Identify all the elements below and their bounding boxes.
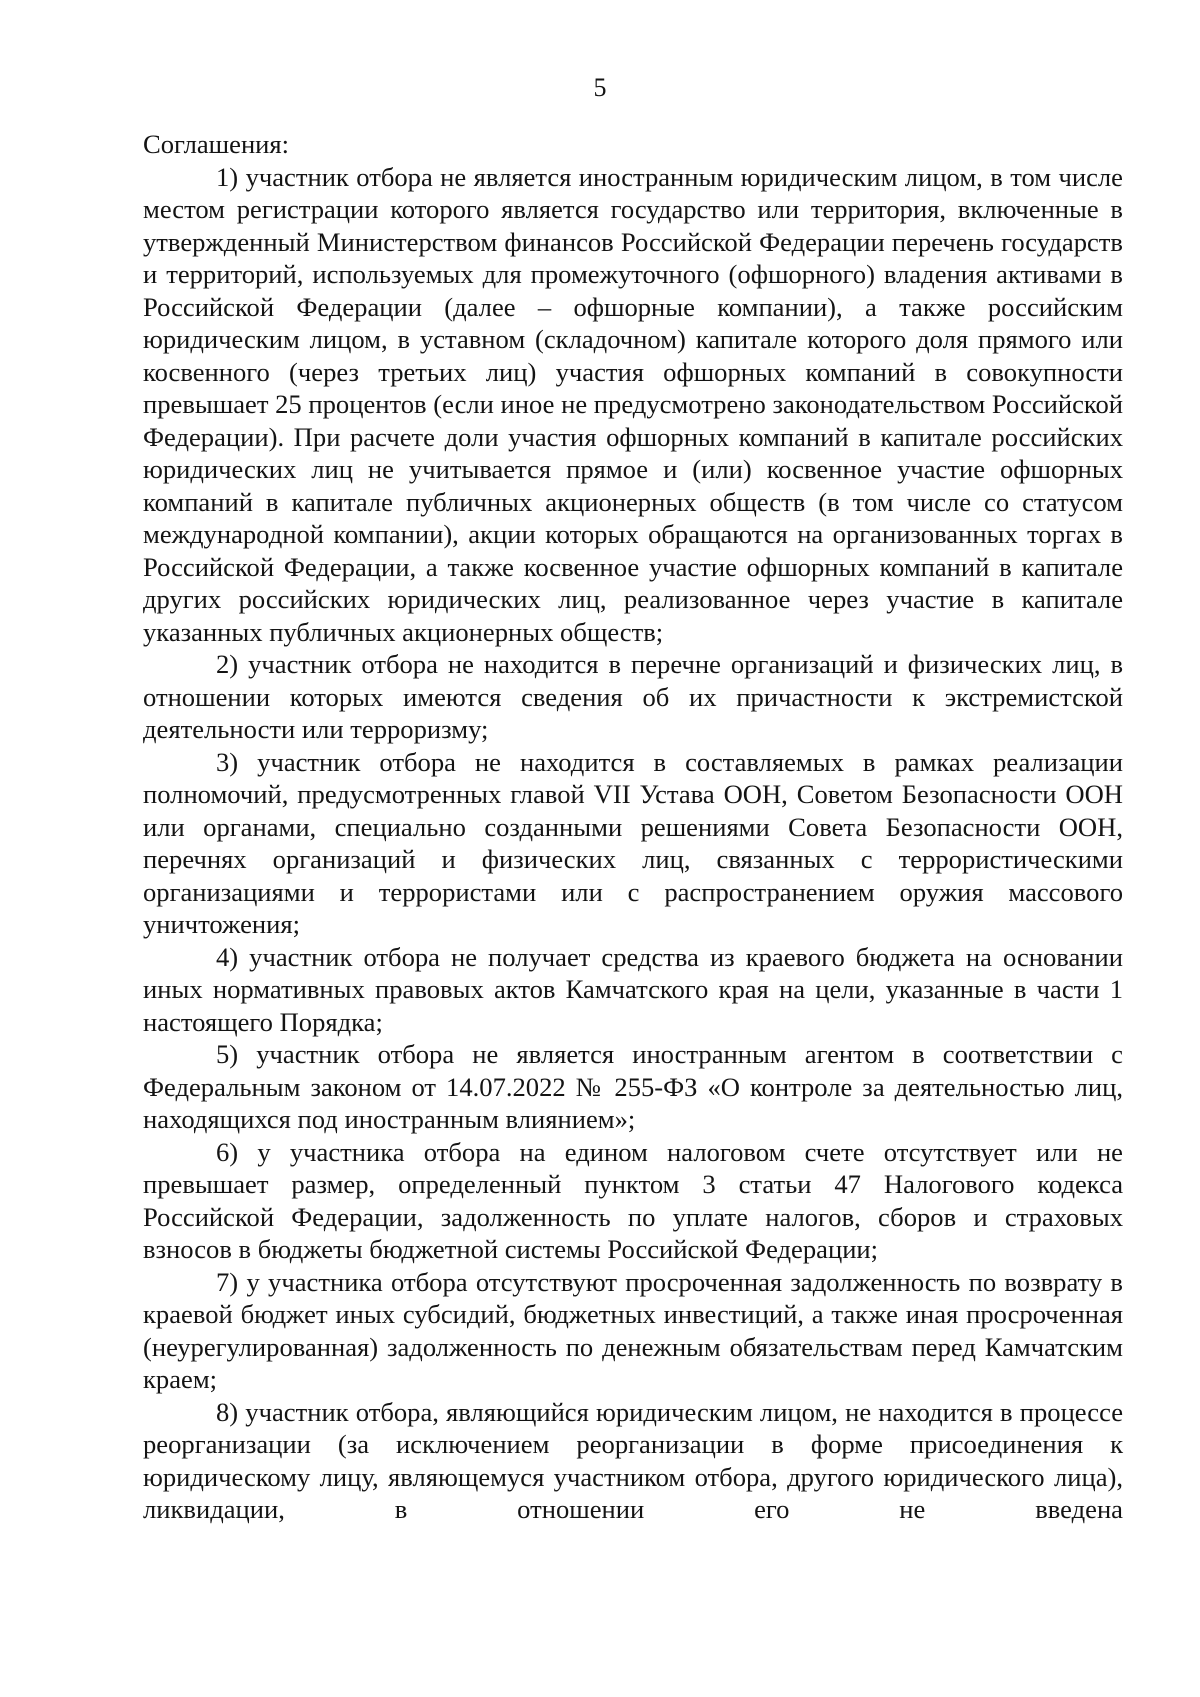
document-body: [143, 128, 1123, 1526]
list-item-2: 2) участник отбора не находится в перечне организаций и физических лиц, в отношении которых имеются сведения об их причастности к экстремистской деятельности или терроризму;: [143, 649, 1123, 744]
list-item-6: 6) у участника отбора на едином налоговом счете отсутствует или не превышает размер, определенный пунктом 3 статьи 47 Налогового кодекса Российской Федерации, задолженность по уплате налогов, сборов и страховых взносов в бюджеты бюджетной системы Российской Федерации;: [143, 1136, 1123, 1264]
list-item-1: 1) участник отбора не является иностранным юридическим лицом, в том числе местом регистрации которого является государство или территория, включенные в утвержденный Министерством финансов Российской Федерации перечень государств и территорий, используемых для промежуточного (офшорного) владения активами в Российской Федерации (далее – офшорные компании), а также российским юридическим лицом, в уставном (складочном) капитале которого доля прямого или косвенного (через третьих лиц) участия офшорных компаний в совокупности превышает 25 процентов (если иное не предусмотрено законодательством Российской Федерации). При расчете доли участия офшорных компаний в капитале российских юридических лиц не учитывается прямое и (или) косвенное участие офшорных компаний в капитале публичных акционерных обществ (в том числе со статусом международной компании), акции которых обращаются на организованных торгах в Российской Федерации, а также косвенное участие офшорных компаний в капитале других российских юридических лиц, реализованное через участие в капитале указанных публичных акционерных обществ;: [143, 161, 1123, 647]
list-item-7: 7) у участника отбора отсутствуют просроченная задолженность по возврату в краевой бюджет иных субсидий, бюджетных инвестиций, а также иная просроченная (неурегулированная) задолженность по денежным обязательствам перед Камчатским краем;: [143, 1266, 1123, 1394]
list-item-4: 4) участник отбора не получает средства из краевого бюджета на основании иных нормативных правовых актов Камчатского края на цели, указанные в части 1 настоящего Порядка;: [143, 941, 1123, 1037]
list-item-5: 5) участник отбора не является иностранным агентом в соответствии с Федеральным законом от 14.07.2022 № 255-ФЗ «О контроле за деятельностью лиц, находящихся под иностранным влиянием»;: [143, 1039, 1123, 1134]
page-number: 5: [593, 73, 607, 102]
paragraph-continuation: Соглашения:: [143, 129, 290, 159]
list-item-8: 8) участник отбора, являющийся юридическим лицом, не находится в процессе реорганизации (за исключением реорганизации в форме присоединения к юридическому лицу, являющемуся участником отбора, другого юридического лица), ликвидации, в отношении его не введена: [143, 1396, 1123, 1524]
list-item-3: 3) участник отбора не находится в составляемых в рамках реализации полномочий, предусмотренных главой VII Устава ООН, Советом Безопасности ООН или органами, специально созданными решениями Совета Безопасности ООН, перечнях организаций и физических лиц, связанных с террористическими организациями и террористами или с распространением оружия массового уничтожения;: [143, 746, 1123, 939]
